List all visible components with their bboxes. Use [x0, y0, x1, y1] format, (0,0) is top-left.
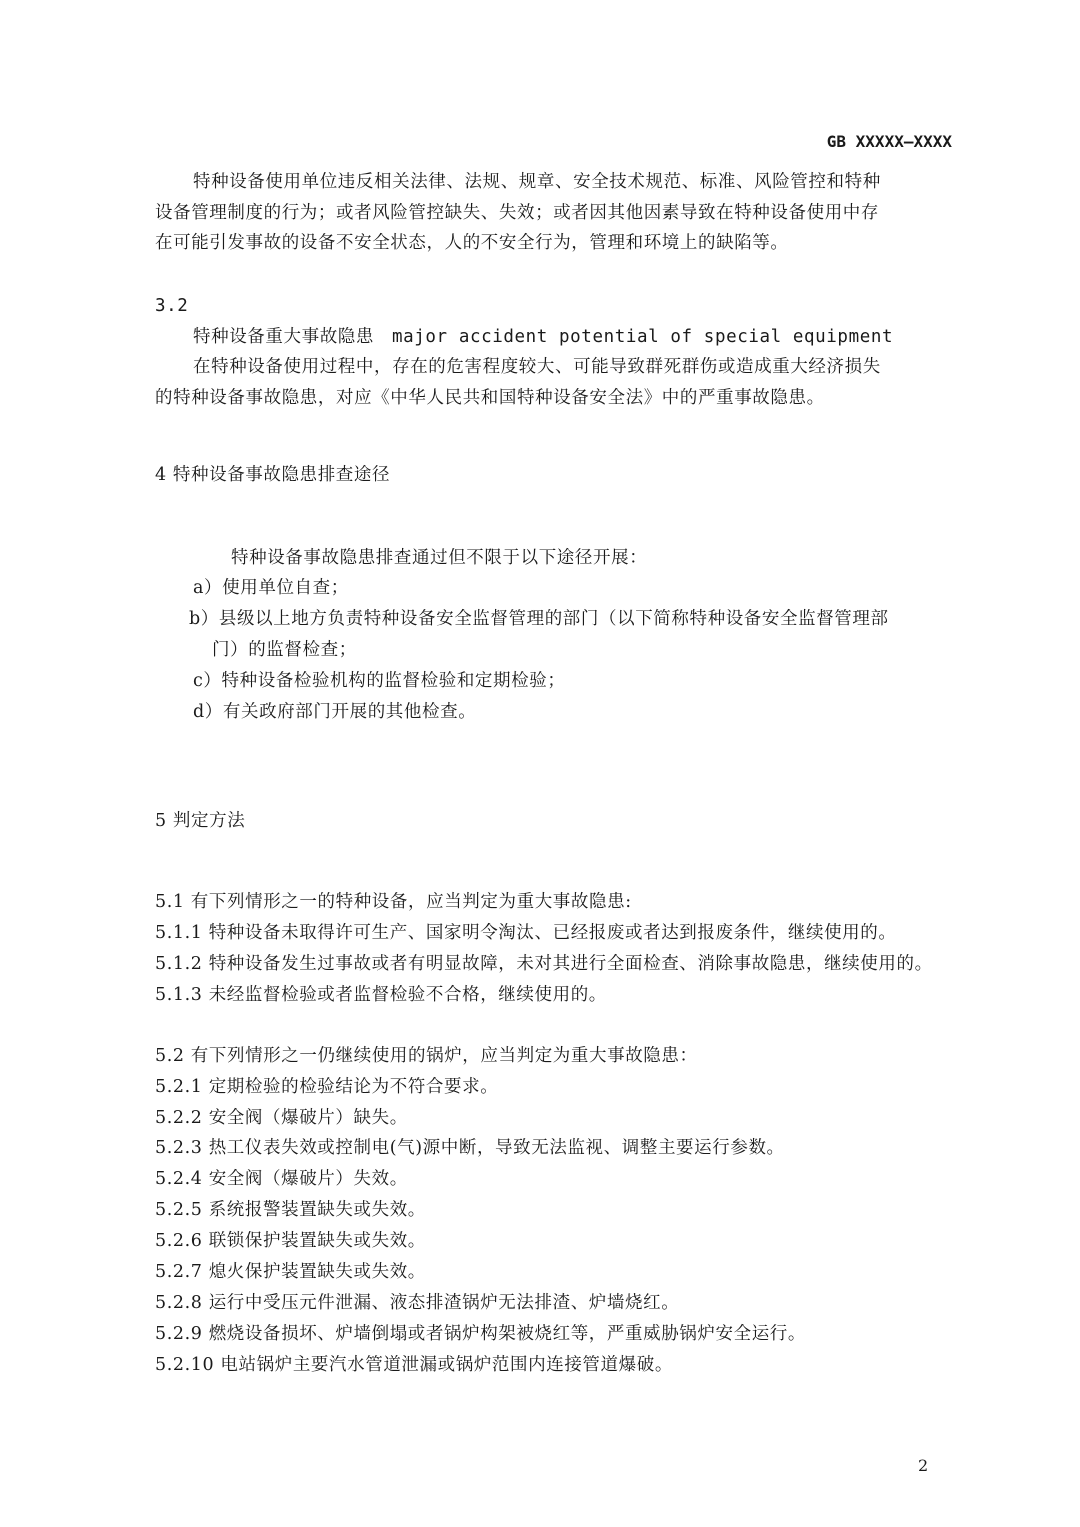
section-5-title: 5 判定方法: [155, 811, 246, 831]
clause-item: 5.2.10 电站锅炉主要汽水管道泄漏或锅炉范围内连接管道爆破。: [155, 1355, 673, 1375]
definition-paragraph-line: 在特种设备使用过程中，存在的危害程度较大、可能导致群死群伤或造成重大经济损失: [193, 357, 881, 377]
definition-paragraph-line: 特种设备使用单位违反相关法律、法规、规章、安全技术规范、标准、风险管控和特种: [193, 172, 881, 192]
list-marker: a）: [193, 578, 223, 598]
document-code-header: GB XXXXX—XXXX: [826, 132, 952, 151]
clause-item: 5.2.2 安全阀（爆破片）缺失。: [155, 1108, 408, 1128]
list-item: b）县级以上地方负责特种设备安全监督管理的部门（以下简称特种设备安全监督管理部: [189, 609, 889, 629]
list-marker: b）: [189, 609, 219, 629]
clause-item: 5.1.1 特种设备未取得许可生产、国家明令淘汰、已经报废或者达到报废条件，继续使用的。: [155, 923, 897, 943]
term-chinese: 特种设备重大事故隐患: [193, 327, 374, 347]
clause-item: 5.2.3 热工仪表失效或控制电(气)源中断，导致无法监视、调整主要运行参数。: [155, 1138, 785, 1158]
clause-item: 5.1.2 特种设备发生过事故或者有明显故障，未对其进行全面检查、消除事故隐患，继续使用的。: [155, 954, 933, 974]
clause-item: 5.2.5 系统报警装置缺失或失效。: [155, 1200, 426, 1220]
term-heading: [193, 322, 893, 352]
clause-item: 5.1.3 未经监督检验或者监督检验不合格，继续使用的。: [155, 985, 607, 1005]
clause-5-2-heading: 5.2 有下列情形之一仍继续使用的锅炉，应当判定为重大事故隐患：: [155, 1046, 698, 1066]
clause-5-1-heading: 5.1 有下列情形之一的特种设备，应当判定为重大事故隐患:: [155, 892, 632, 912]
clause-number: 3.2: [155, 296, 189, 316]
list-item-continuation: 门）的监督检查；: [212, 640, 357, 660]
definition-paragraph-line: 在可能引发事故的设备不安全状态，人的不安全行为，管理和环境上的缺陷等。: [155, 233, 789, 253]
clause-item: 5.2.7 熄火保护装置缺失或失效。: [155, 1262, 426, 1282]
list-item: d）有关政府部门开展的其他检查。: [193, 702, 477, 722]
definition-paragraph-line: 的特种设备事故隐患，对应《中华人民共和国特种设备安全法》中的严重事故隐患。: [155, 388, 825, 408]
list-item: c）特种设备检验机构的监督检验和定期检验；: [193, 671, 566, 691]
clause-item: 5.2.9 燃烧设备损坏、炉墙倒塌或者锅炉构架被烧红等，严重威胁锅炉安全运行。: [155, 1324, 806, 1344]
section-4-title: 4 特种设备事故隐患排查途径: [155, 465, 391, 485]
list-marker: d）: [193, 702, 223, 722]
definition-paragraph-line: 设备管理制度的行为；或者风险管控缺失、失效；或者因其他因素导致在特种设备使用中存: [155, 203, 879, 223]
page-number: 2: [918, 1456, 929, 1475]
clause-item: 5.2.1 定期检验的检验结论为不符合要求。: [155, 1077, 499, 1097]
term-english: major accident potential of special equipment: [392, 327, 894, 347]
clause-item: 5.2.8 运行中受压元件泄漏、液态排渣锅炉无法排渣、炉墙烧红。: [155, 1293, 680, 1313]
section-4-intro: 特种设备事故隐患排查通过但不限于以下途径开展：: [231, 548, 648, 568]
clause-item: 5.2.6 联锁保护装置缺失或失效。: [155, 1231, 426, 1251]
list-marker: c）: [193, 671, 222, 691]
list-item: a）使用单位自查；: [193, 578, 349, 598]
clause-item: 5.2.4 安全阀（爆破片）失效。: [155, 1169, 408, 1189]
